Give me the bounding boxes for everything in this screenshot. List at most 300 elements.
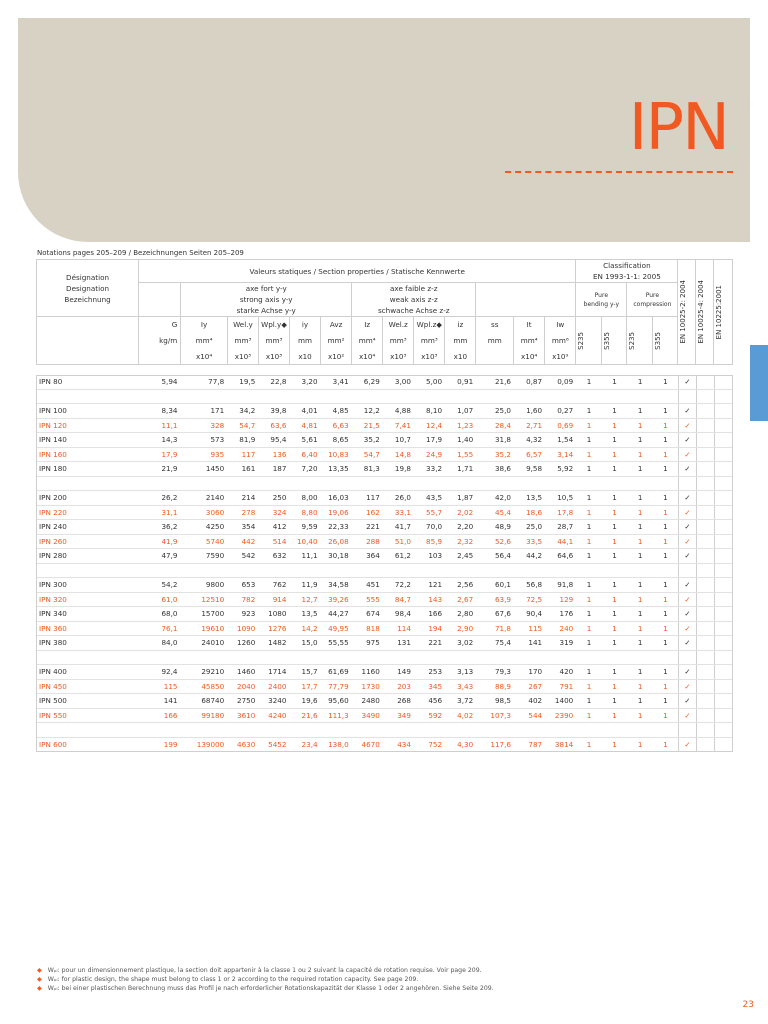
- value-cell: 1,54: [545, 433, 576, 448]
- symbol-cell: Wpl.y◆: [258, 317, 289, 333]
- value-cell: 114: [383, 621, 414, 636]
- multiplier-cell: x10: [290, 349, 321, 365]
- value-cell: 442: [227, 534, 258, 549]
- standard-cell: [714, 636, 733, 651]
- value-cell: 818: [352, 621, 383, 636]
- standard-cell: [696, 708, 714, 723]
- value-cell: 15700: [181, 607, 228, 622]
- class-cell: 1: [627, 447, 653, 462]
- class-cell: 1: [602, 375, 628, 389]
- class-cell: 1: [576, 505, 602, 520]
- spacer-row: [36, 723, 733, 738]
- value-cell: 1,07: [445, 404, 476, 419]
- profile-name: IPN 400: [36, 665, 138, 680]
- class-cell: 1: [653, 491, 679, 506]
- unit-cell: mm⁴: [181, 333, 228, 349]
- value-cell: 68,0: [138, 607, 180, 622]
- designation-blank: [37, 317, 139, 365]
- value-cell: 23,4: [289, 737, 320, 752]
- value-cell: 70,0: [414, 520, 445, 535]
- value-cell: 19,6: [289, 694, 320, 709]
- value-cell: 420: [545, 665, 576, 680]
- value-cell: 13,35: [321, 462, 352, 477]
- weak-axis-heading: axe faible z-z weak axis z-z schwache Achse z-z: [352, 283, 476, 317]
- value-cell: 21,5: [352, 418, 383, 433]
- class-cell: 1: [602, 534, 628, 549]
- value-cell: 2480: [352, 694, 383, 709]
- value-cell: 34,2: [227, 404, 258, 419]
- value-cell: 1,87: [445, 491, 476, 506]
- table-row: [36, 462, 733, 477]
- value-cell: 77,79: [321, 679, 352, 694]
- checkmark-icon: ✓: [678, 621, 696, 636]
- class-cell: 1: [653, 592, 679, 607]
- value-cell: 752: [414, 737, 445, 752]
- table-row: [36, 679, 733, 694]
- unit-cell: mm: [476, 333, 514, 349]
- value-cell: 107,3: [476, 708, 514, 723]
- table-row: [36, 636, 733, 651]
- symbol-cell: It: [514, 317, 545, 333]
- class-cell: 1: [602, 621, 628, 636]
- value-cell: 92,4: [138, 665, 180, 680]
- checkmark-icon: ✓: [678, 737, 696, 752]
- value-cell: 2,67: [445, 592, 476, 607]
- value-cell: 11,1: [289, 549, 320, 564]
- checkmark-icon: ✓: [678, 665, 696, 680]
- standard-cell: [696, 665, 714, 680]
- value-cell: 9800: [181, 578, 228, 593]
- profile-name: IPN 240: [36, 520, 138, 535]
- value-cell: 171: [181, 404, 228, 419]
- value-cell: 141: [138, 694, 180, 709]
- unit-cell: mm³: [227, 333, 258, 349]
- value-cell: 2400: [258, 679, 289, 694]
- class-cell: 1: [602, 433, 628, 448]
- value-cell: 61,69: [321, 665, 352, 680]
- value-cell: 324: [258, 505, 289, 520]
- value-cell: 1160: [352, 665, 383, 680]
- class-cell: 1: [576, 607, 602, 622]
- value-cell: 21,9: [138, 462, 180, 477]
- standard-cell: [714, 708, 733, 723]
- standard-cell: [696, 491, 714, 506]
- value-cell: 36,2: [138, 520, 180, 535]
- value-cell: 935: [181, 447, 228, 462]
- value-cell: 3,13: [445, 665, 476, 680]
- value-cell: 41,7: [383, 520, 414, 535]
- blank-torsion: [476, 283, 576, 317]
- checkmark-icon: ✓: [678, 607, 696, 622]
- footnote-item: ◆ Wₚₗ: bei einer plastischen Berechnung muss das Profil je nach erforderlicher Rotationskapazität der Klasse 1 oder 2 angehören. Siehe Seite 209.: [37, 985, 494, 992]
- designation-heading: Désignation Designation Bezeichnung: [37, 260, 139, 317]
- value-cell: 42,0: [476, 491, 514, 506]
- class-cell: 1: [653, 418, 679, 433]
- unit-cell: mm³: [414, 333, 445, 349]
- value-cell: 2,80: [445, 607, 476, 622]
- spacer-row: [36, 650, 733, 665]
- class-cell: 1: [627, 592, 653, 607]
- value-cell: 29210: [181, 665, 228, 680]
- properties-table: [36, 375, 733, 752]
- table-row: [36, 447, 733, 462]
- value-cell: 7,41: [383, 418, 414, 433]
- value-cell: 44,2: [514, 549, 545, 564]
- spacer-row: [36, 476, 733, 491]
- value-cell: 10,40: [289, 534, 320, 549]
- value-cell: 514: [258, 534, 289, 549]
- value-cell: 49,95: [321, 621, 352, 636]
- value-cell: 64,6: [545, 549, 576, 564]
- multiplier-cell: x10³: [414, 349, 445, 365]
- value-cell: 98,4: [383, 607, 414, 622]
- value-cell: 923: [227, 607, 258, 622]
- value-cell: 791: [545, 679, 576, 694]
- table-row: [36, 578, 733, 593]
- value-cell: 10,5: [545, 491, 576, 506]
- value-cell: 6,29: [352, 375, 383, 389]
- value-cell: 76,1: [138, 621, 180, 636]
- value-cell: 2040: [227, 679, 258, 694]
- value-cell: 117: [227, 447, 258, 462]
- value-cell: 4,30: [445, 737, 476, 752]
- value-cell: 221: [352, 520, 383, 535]
- symbol-cell: Iz: [352, 317, 383, 333]
- class-cell: 1: [627, 505, 653, 520]
- value-cell: 456: [414, 694, 445, 709]
- class-cell: 1: [576, 621, 602, 636]
- en-10225-heading: EN 10225:2001: [713, 260, 732, 365]
- value-cell: 8,80: [289, 505, 320, 520]
- value-cell: 544: [514, 708, 545, 723]
- profile-name: IPN 600: [36, 737, 138, 752]
- value-cell: 0,91: [445, 375, 476, 389]
- value-cell: 79,3: [476, 665, 514, 680]
- value-cell: 166: [138, 708, 180, 723]
- value-cell: 632: [258, 549, 289, 564]
- table-row: [36, 665, 733, 680]
- class-cell: 1: [627, 607, 653, 622]
- value-cell: 139000: [181, 737, 228, 752]
- value-cell: 22,33: [321, 520, 352, 535]
- symbol-cell: G: [139, 317, 181, 333]
- value-cell: 81,9: [227, 433, 258, 448]
- multiplier-cell: x10³: [383, 349, 414, 365]
- value-cell: 319: [545, 636, 576, 651]
- class-cell: 1: [627, 708, 653, 723]
- profile-name: IPN 180: [36, 462, 138, 477]
- standard-cell: [696, 549, 714, 564]
- value-cell: 99180: [181, 708, 228, 723]
- standard-cell: [714, 578, 733, 593]
- class-cell: 1: [602, 447, 628, 462]
- standard-cell: [714, 592, 733, 607]
- value-cell: 3,14: [545, 447, 576, 462]
- value-cell: 43,5: [414, 491, 445, 506]
- value-cell: 4,88: [383, 404, 414, 419]
- value-cell: 199: [138, 737, 180, 752]
- class-cell: 1: [576, 578, 602, 593]
- value-cell: 267: [514, 679, 545, 694]
- class-cell: 1: [653, 462, 679, 477]
- class-cell: 1: [627, 404, 653, 419]
- value-cell: 5452: [258, 737, 289, 752]
- class-cell: 1: [576, 708, 602, 723]
- value-cell: 349: [383, 708, 414, 723]
- value-cell: 8,00: [289, 491, 320, 506]
- class-cell: 1: [602, 737, 628, 752]
- class-cell: 1: [576, 679, 602, 694]
- value-cell: 39,8: [258, 404, 289, 419]
- notations-note: Notations pages 205–209 / Bezeichnungen Seiten 205–209: [37, 249, 244, 257]
- class-cell: 1: [576, 534, 602, 549]
- class-cell: 1: [602, 404, 628, 419]
- value-cell: 72,2: [383, 578, 414, 593]
- value-cell: 71,8: [476, 621, 514, 636]
- value-cell: 25,0: [514, 520, 545, 535]
- value-cell: 166: [414, 607, 445, 622]
- unit-cell: kg/m: [139, 333, 181, 349]
- strong-axis-heading: axe fort y-y strong axis y-y starke Achse y-y: [181, 283, 352, 317]
- table-row: [36, 404, 733, 419]
- value-cell: 103: [414, 549, 445, 564]
- checkmark-icon: ✓: [678, 462, 696, 477]
- multiplier-cell: x10⁴: [352, 349, 383, 365]
- standard-cell: [714, 375, 733, 389]
- value-cell: 10,7: [383, 433, 414, 448]
- value-cell: 54,7: [227, 418, 258, 433]
- value-cell: 1460: [227, 665, 258, 680]
- symbol-cell: Iy: [181, 317, 228, 333]
- table-row: [36, 592, 733, 607]
- class-cell: 1: [627, 462, 653, 477]
- value-cell: 39,26: [321, 592, 352, 607]
- value-cell: 44,1: [545, 534, 576, 549]
- value-cell: 0,69: [545, 418, 576, 433]
- table-row: [36, 520, 733, 535]
- value-cell: 4630: [227, 737, 258, 752]
- value-cell: 111,3: [321, 708, 352, 723]
- value-cell: 85,9: [414, 534, 445, 549]
- standard-cell: [696, 737, 714, 752]
- value-cell: 60,1: [476, 578, 514, 593]
- value-cell: 214: [227, 491, 258, 506]
- value-cell: 2,20: [445, 520, 476, 535]
- value-cell: 2,56: [445, 578, 476, 593]
- value-cell: 24,9: [414, 447, 445, 462]
- class-cell: 1: [602, 708, 628, 723]
- value-cell: 203: [383, 679, 414, 694]
- profile-name: IPN 500: [36, 694, 138, 709]
- checkmark-icon: ✓: [678, 534, 696, 549]
- value-cell: 47,9: [138, 549, 180, 564]
- value-cell: 13,5: [289, 607, 320, 622]
- class-cell: 1: [576, 433, 602, 448]
- spacer-row: [36, 389, 733, 404]
- class-cell: 1: [602, 694, 628, 709]
- class-cell: 1: [627, 679, 653, 694]
- value-cell: 149: [383, 665, 414, 680]
- standard-cell: [714, 665, 733, 680]
- value-cell: 98,5: [476, 694, 514, 709]
- value-cell: 33,2: [414, 462, 445, 477]
- page-number: 23: [742, 1000, 754, 1010]
- value-cell: 35,2: [352, 433, 383, 448]
- value-cell: 77,8: [181, 375, 228, 389]
- value-cell: 143: [414, 592, 445, 607]
- value-cell: 5,61: [289, 433, 320, 448]
- class-cell: 1: [627, 737, 653, 752]
- profile-name: IPN 320: [36, 592, 138, 607]
- value-cell: 15,0: [289, 636, 320, 651]
- value-cell: 5740: [181, 534, 228, 549]
- symbol-cell: Iw: [545, 317, 576, 333]
- multiplier-cell: x10³: [227, 349, 258, 365]
- static-values-heading: Valeurs statiques / Section properties / Statische Kennwerte: [139, 260, 576, 283]
- value-cell: 56,8: [514, 578, 545, 593]
- class-cell: 1: [576, 694, 602, 709]
- value-cell: 573: [181, 433, 228, 448]
- value-cell: 2390: [545, 708, 576, 723]
- value-cell: 2,32: [445, 534, 476, 549]
- value-cell: 412: [258, 520, 289, 535]
- value-cell: 14,2: [289, 621, 320, 636]
- value-cell: 1482: [258, 636, 289, 651]
- class-cell: 1: [627, 433, 653, 448]
- value-cell: 30,18: [321, 549, 352, 564]
- class-cell: 1: [627, 621, 653, 636]
- value-cell: 253: [414, 665, 445, 680]
- grade-cell: S235: [576, 317, 602, 365]
- checkmark-icon: ✓: [678, 636, 696, 651]
- value-cell: 67,6: [476, 607, 514, 622]
- value-cell: 434: [383, 737, 414, 752]
- value-cell: 63,6: [258, 418, 289, 433]
- section-tab[interactable]: [750, 345, 768, 421]
- table-row: [36, 505, 733, 520]
- table-row: [36, 418, 733, 433]
- pure-bending-heading: Pure bending y-y: [576, 283, 627, 317]
- value-cell: 2140: [181, 491, 228, 506]
- value-cell: 52,6: [476, 534, 514, 549]
- grade-cell: S355: [652, 317, 678, 365]
- value-cell: 6,40: [289, 447, 320, 462]
- value-cell: 38,6: [476, 462, 514, 477]
- value-cell: 2,02: [445, 505, 476, 520]
- table-row: [36, 607, 733, 622]
- value-cell: 161: [227, 462, 258, 477]
- class-cell: 1: [653, 621, 679, 636]
- checkmark-icon: ✓: [678, 549, 696, 564]
- value-cell: 3490: [352, 708, 383, 723]
- table-row: [36, 694, 733, 709]
- value-cell: 451: [352, 578, 383, 593]
- value-cell: 19,06: [321, 505, 352, 520]
- multiplier-cell: x10⁴: [514, 349, 545, 365]
- value-cell: 45,4: [476, 505, 514, 520]
- grade-cell: S235: [627, 317, 653, 365]
- value-cell: 1450: [181, 462, 228, 477]
- value-cell: 136: [258, 447, 289, 462]
- value-cell: 3240: [258, 694, 289, 709]
- value-cell: 26,2: [138, 491, 180, 506]
- value-cell: 194: [414, 621, 445, 636]
- standard-cell: [714, 549, 733, 564]
- value-cell: 555: [352, 592, 383, 607]
- value-cell: 15,7: [289, 665, 320, 680]
- value-cell: 5,00: [414, 375, 445, 389]
- multiplier-cell: x10²: [321, 349, 352, 365]
- standard-cell: [696, 433, 714, 448]
- value-cell: 26,08: [321, 534, 352, 549]
- value-cell: 914: [258, 592, 289, 607]
- checkmark-icon: ✓: [678, 433, 696, 448]
- value-cell: 26,0: [383, 491, 414, 506]
- value-cell: 56,4: [476, 549, 514, 564]
- value-cell: 1,23: [445, 418, 476, 433]
- value-cell: 17,8: [545, 505, 576, 520]
- value-cell: 288: [352, 534, 383, 549]
- standard-cell: [696, 592, 714, 607]
- value-cell: 240: [545, 621, 576, 636]
- diamond-icon: ◆: [37, 976, 42, 983]
- value-cell: 6,63: [321, 418, 352, 433]
- standard-cell: [696, 404, 714, 419]
- class-cell: 1: [653, 694, 679, 709]
- value-cell: 81,3: [352, 462, 383, 477]
- standard-cell: [696, 636, 714, 651]
- footnote-item: ◆ Wₚₗ: pour un dimensionnement plastique, la section doit appartenir à la classe 1 ou 2 suivant la capacité de rotation requise. Voir page 209.: [37, 967, 482, 974]
- value-cell: 33,5: [514, 534, 545, 549]
- value-cell: 2750: [227, 694, 258, 709]
- value-cell: 68740: [181, 694, 228, 709]
- checkmark-icon: ✓: [678, 418, 696, 433]
- value-cell: 5,92: [545, 462, 576, 477]
- value-cell: 17,9: [414, 433, 445, 448]
- value-cell: 19,8: [383, 462, 414, 477]
- value-cell: 2,90: [445, 621, 476, 636]
- symbol-cell: Avz: [321, 317, 352, 333]
- checkmark-icon: ✓: [678, 491, 696, 506]
- table-row: [36, 708, 733, 723]
- standard-cell: [696, 621, 714, 636]
- value-cell: 35,2: [476, 447, 514, 462]
- table-row: [36, 375, 733, 389]
- value-cell: 14,8: [383, 447, 414, 462]
- class-cell: 1: [602, 520, 628, 535]
- value-cell: 170: [514, 665, 545, 680]
- value-cell: 90,4: [514, 607, 545, 622]
- class-cell: 1: [627, 375, 653, 389]
- table-row: [36, 433, 733, 448]
- symbol-cell: Wpl.z◆: [414, 317, 445, 333]
- value-cell: 4250: [181, 520, 228, 535]
- multiplier-cell: x10: [445, 349, 476, 365]
- checkmark-icon: ✓: [678, 375, 696, 389]
- value-cell: 1400: [545, 694, 576, 709]
- value-cell: 84,0: [138, 636, 180, 651]
- value-cell: 55,7: [414, 505, 445, 520]
- value-cell: 121: [414, 578, 445, 593]
- value-cell: 4670: [352, 737, 383, 752]
- value-cell: 3,43: [445, 679, 476, 694]
- value-cell: 975: [352, 636, 383, 651]
- value-cell: 17,9: [138, 447, 180, 462]
- value-cell: 17,7: [289, 679, 320, 694]
- value-cell: 88,9: [476, 679, 514, 694]
- checkmark-icon: ✓: [678, 679, 696, 694]
- checkmark-icon: ✓: [678, 447, 696, 462]
